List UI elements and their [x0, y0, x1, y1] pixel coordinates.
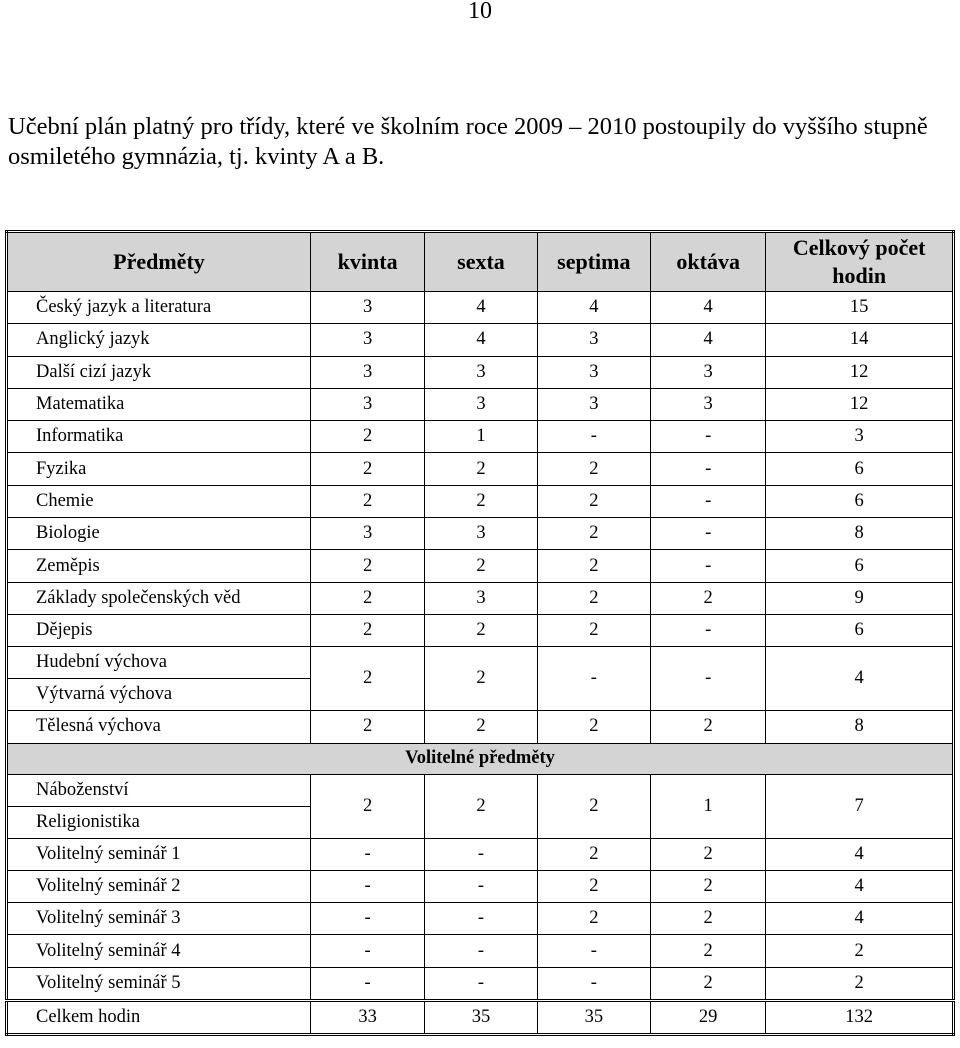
value-cell: 2 [425, 614, 537, 646]
value-cell: 3 [651, 388, 766, 420]
value-cell: 3 [537, 356, 650, 388]
table-row [7, 870, 954, 902]
value-cell: 3 [651, 356, 766, 388]
value-cell: - [425, 935, 537, 967]
value-cell: - [425, 967, 537, 1000]
value-cell: 2 [425, 453, 537, 485]
value-cell: 2 [310, 453, 424, 485]
table-row [7, 582, 954, 614]
header-row [7, 232, 954, 292]
header-sexta: sexta [425, 232, 537, 292]
table-row [7, 421, 954, 453]
total-cell: 6 [766, 614, 954, 646]
total-cell: 4 [766, 647, 954, 711]
table-row [7, 711, 954, 743]
table-row [7, 774, 954, 838]
value-cell: 2 [310, 774, 424, 838]
value-cell: 2 [651, 838, 766, 870]
elective-section-header: Volitelné předměty [7, 743, 954, 774]
table-row [7, 614, 954, 646]
value-cell: 2 [310, 421, 424, 453]
subject-cell: Základy společenských věd [7, 582, 311, 614]
table-row [7, 324, 954, 356]
table-row [7, 903, 954, 935]
subject-cell: Volitelný seminář 3 [7, 903, 311, 935]
totals [7, 1001, 954, 1035]
total-cell: 12 [766, 388, 954, 420]
value-cell: - [425, 903, 537, 935]
value-cell: - [651, 647, 766, 711]
subject-cell: Anglický jazyk [7, 324, 311, 356]
value-cell: 2 [651, 870, 766, 902]
header-septima: septima [537, 232, 650, 292]
value-cell: 2 [537, 550, 650, 582]
total-cell: 4 [766, 838, 954, 870]
intro-paragraph: Učební plán platný pro třídy, které ve školním roce 2009 – 2010 postoupily do vyššího stupně osmiletého gymnázia, tj. kvinty A a B. [8, 113, 928, 170]
subject-art: Výtvarná výchova [8, 678, 310, 710]
value-cell: - [651, 453, 766, 485]
value-cell: 2 [651, 935, 766, 967]
value-cell: 4 [651, 324, 766, 356]
table-row [7, 935, 954, 967]
elective-seminars [7, 838, 954, 1000]
subject-religious-studies: Religionistika [8, 806, 310, 838]
value-cell: 3 [310, 292, 424, 324]
value-cell: 2 [425, 711, 537, 743]
value-cell: 2 [651, 711, 766, 743]
value-cell: 2 [537, 838, 650, 870]
total-cell: 3 [766, 421, 954, 453]
value-cell: 3 [425, 518, 537, 550]
value-cell: 2 [310, 582, 424, 614]
compulsory-subjects [7, 292, 954, 647]
value-cell: - [651, 518, 766, 550]
subject-cell: Informatika [7, 421, 311, 453]
value-cell: 3 [310, 324, 424, 356]
subject-cell: Český jazyk a literatura [7, 292, 311, 324]
value-cell: 2 [537, 518, 650, 550]
curriculum-table [5, 230, 955, 1036]
value-cell: 2 [310, 647, 424, 711]
value-cell: 3 [425, 356, 537, 388]
value-cell: 2 [310, 614, 424, 646]
value-cell: 2 [310, 711, 424, 743]
total-septima: 35 [537, 1001, 650, 1035]
subject-cell: Zeměpis [7, 550, 311, 582]
value-cell: - [537, 647, 650, 711]
subject-cell: Volitelný seminář 4 [7, 935, 311, 967]
total-cell: 2 [766, 967, 954, 1000]
value-cell: 3 [310, 388, 424, 420]
total-overall: 132 [766, 1001, 954, 1035]
value-cell: 2 [425, 774, 537, 838]
subject-cell: Matematika [7, 388, 311, 420]
value-cell: 2 [651, 967, 766, 1000]
value-cell: - [310, 870, 424, 902]
value-cell: - [651, 485, 766, 517]
value-cell: 2 [310, 550, 424, 582]
value-cell: - [425, 838, 537, 870]
header-total-hours: Celkový počet hodin [766, 232, 954, 292]
religion-subject-cell [7, 774, 311, 838]
total-cell: 9 [766, 582, 954, 614]
value-cell: - [310, 935, 424, 967]
total-cell: 12 [766, 356, 954, 388]
value-cell: 2 [537, 903, 650, 935]
total-row [7, 1001, 954, 1035]
value-cell: 1 [425, 421, 537, 453]
value-cell: 2 [537, 582, 650, 614]
total-kvinta: 33 [310, 1001, 424, 1035]
table-row [7, 388, 954, 420]
header-kvinta: kvinta [310, 232, 424, 292]
value-cell: 3 [310, 518, 424, 550]
total-cell: 6 [766, 550, 954, 582]
value-cell: - [651, 421, 766, 453]
total-sexta: 35 [425, 1001, 537, 1035]
elective-section-row [7, 743, 954, 774]
total-label: Celkem hodin [7, 1001, 311, 1035]
table-row [7, 292, 954, 324]
value-cell: 4 [425, 324, 537, 356]
value-cell: - [537, 421, 650, 453]
value-cell: 3 [537, 388, 650, 420]
value-cell: 2 [651, 903, 766, 935]
value-cell: - [310, 967, 424, 1000]
subject-cell: Tělesná výchova [7, 711, 311, 743]
value-cell: 3 [310, 356, 424, 388]
subject-cell: Volitelný seminář 5 [7, 967, 311, 1000]
value-cell: - [651, 614, 766, 646]
value-cell: 2 [310, 485, 424, 517]
table-row [7, 518, 954, 550]
value-cell: 2 [537, 614, 650, 646]
total-cell: 6 [766, 453, 954, 485]
subject-music: Hudební výchova [36, 652, 168, 673]
value-cell: 3 [425, 388, 537, 420]
total-cell: 4 [766, 903, 954, 935]
page-number: 10 [468, 0, 492, 24]
value-cell: 2 [425, 485, 537, 517]
value-cell: - [537, 967, 650, 1000]
total-oktava: 29 [651, 1001, 766, 1035]
total-cell: 8 [766, 711, 954, 743]
total-cell: 15 [766, 292, 954, 324]
subject-cell: Volitelný seminář 2 [7, 870, 311, 902]
subject-cell: Volitelný seminář 1 [7, 838, 311, 870]
table-row [7, 967, 954, 1000]
subject-cell: Fyzika [7, 453, 311, 485]
value-cell: 4 [537, 292, 650, 324]
value-cell: 2 [537, 485, 650, 517]
table-row [7, 356, 954, 388]
subject-cell: Další cizí jazyk [7, 356, 311, 388]
total-cell: 4 [766, 870, 954, 902]
value-cell: 2 [537, 711, 650, 743]
value-cell: 2 [651, 582, 766, 614]
arts-and-pe [7, 647, 954, 838]
value-cell: 2 [537, 870, 650, 902]
total-cell: 7 [766, 774, 954, 838]
value-cell: - [425, 870, 537, 902]
value-cell: - [310, 838, 424, 870]
total-cell: 8 [766, 518, 954, 550]
header-oktava: oktáva [651, 232, 766, 292]
total-cell: 14 [766, 324, 954, 356]
total-cell: 2 [766, 935, 954, 967]
value-cell: 2 [425, 647, 537, 711]
value-cell: 2 [425, 550, 537, 582]
table-row [7, 550, 954, 582]
value-cell: - [651, 550, 766, 582]
value-cell: 1 [651, 774, 766, 838]
value-cell: 3 [425, 582, 537, 614]
table-row [7, 453, 954, 485]
value-cell: 2 [537, 774, 650, 838]
arts-subject-cell [7, 647, 311, 711]
value-cell: - [537, 935, 650, 967]
value-cell: 2 [537, 453, 650, 485]
value-cell: 3 [537, 324, 650, 356]
value-cell: 4 [425, 292, 537, 324]
table-row [7, 485, 954, 517]
table-row [7, 838, 954, 870]
table-row [7, 647, 954, 711]
subject-religion: Náboženství [36, 779, 129, 800]
value-cell: 4 [651, 292, 766, 324]
subject-cell: Biologie [7, 518, 311, 550]
subject-cell: Chemie [7, 485, 311, 517]
subject-cell: Dějepis [7, 614, 311, 646]
header-subjects: Předměty [7, 232, 311, 292]
value-cell: - [310, 903, 424, 935]
total-cell: 6 [766, 485, 954, 517]
